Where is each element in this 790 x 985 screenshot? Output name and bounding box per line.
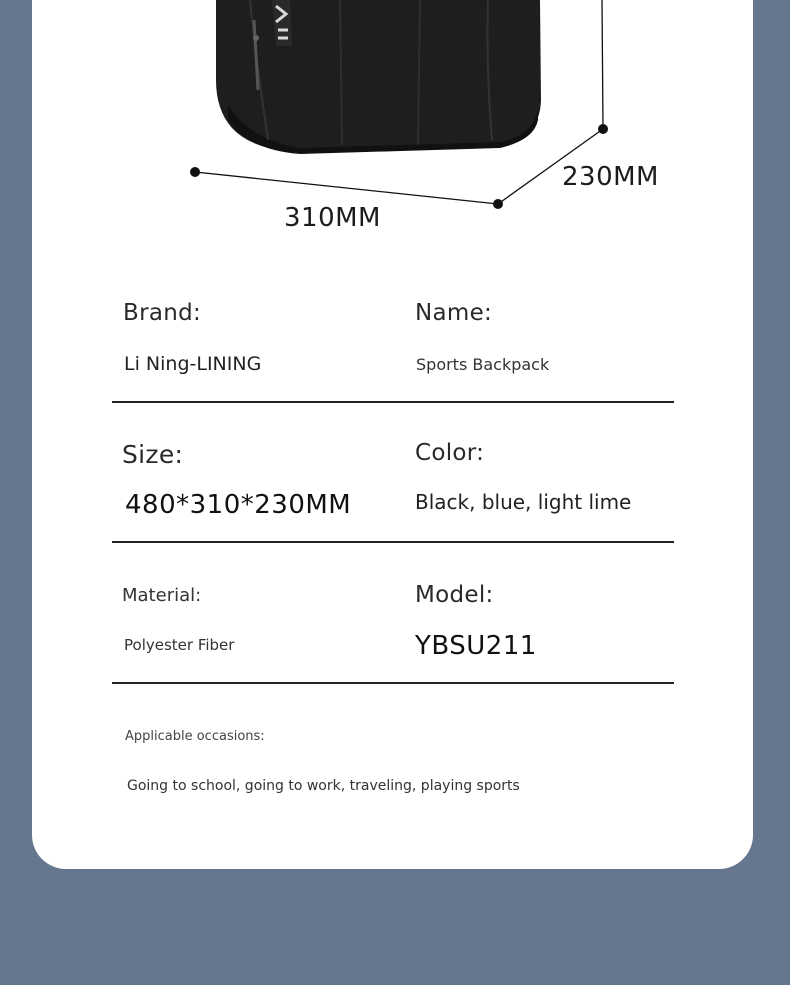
spec-divider bbox=[112, 401, 674, 403]
color-value: Black, blue, light lime bbox=[415, 490, 632, 514]
name-value: Sports Backpack bbox=[416, 355, 550, 374]
brand-label: Brand: bbox=[123, 300, 202, 326]
size-label: Size: bbox=[122, 440, 184, 469]
spec-divider bbox=[112, 541, 674, 543]
brand-value: Li Ning-LINING bbox=[124, 353, 262, 375]
occasions-value: Going to school, going to work, traveling, playing sports bbox=[127, 778, 520, 794]
backpack-dimension-illustration bbox=[0, 0, 790, 245]
model-value: YBSU211 bbox=[415, 631, 537, 661]
material-value: Polyester Fiber bbox=[124, 636, 235, 654]
occasions-label: Applicable occasions: bbox=[125, 729, 265, 744]
dimension-point bbox=[493, 199, 503, 209]
width-dimension-label: 310MM bbox=[284, 203, 381, 233]
color-label: Color: bbox=[415, 440, 485, 466]
dimension-point bbox=[598, 124, 608, 134]
dimension-point bbox=[190, 167, 200, 177]
material-label: Material: bbox=[122, 585, 202, 606]
size-value: 480*310*230MM bbox=[125, 490, 352, 520]
backpack-image bbox=[216, 0, 541, 154]
spec-divider bbox=[112, 682, 674, 684]
name-label: Name: bbox=[415, 300, 493, 326]
model-label: Model: bbox=[415, 582, 494, 608]
depth-dimension-label: 230MM bbox=[562, 162, 659, 192]
